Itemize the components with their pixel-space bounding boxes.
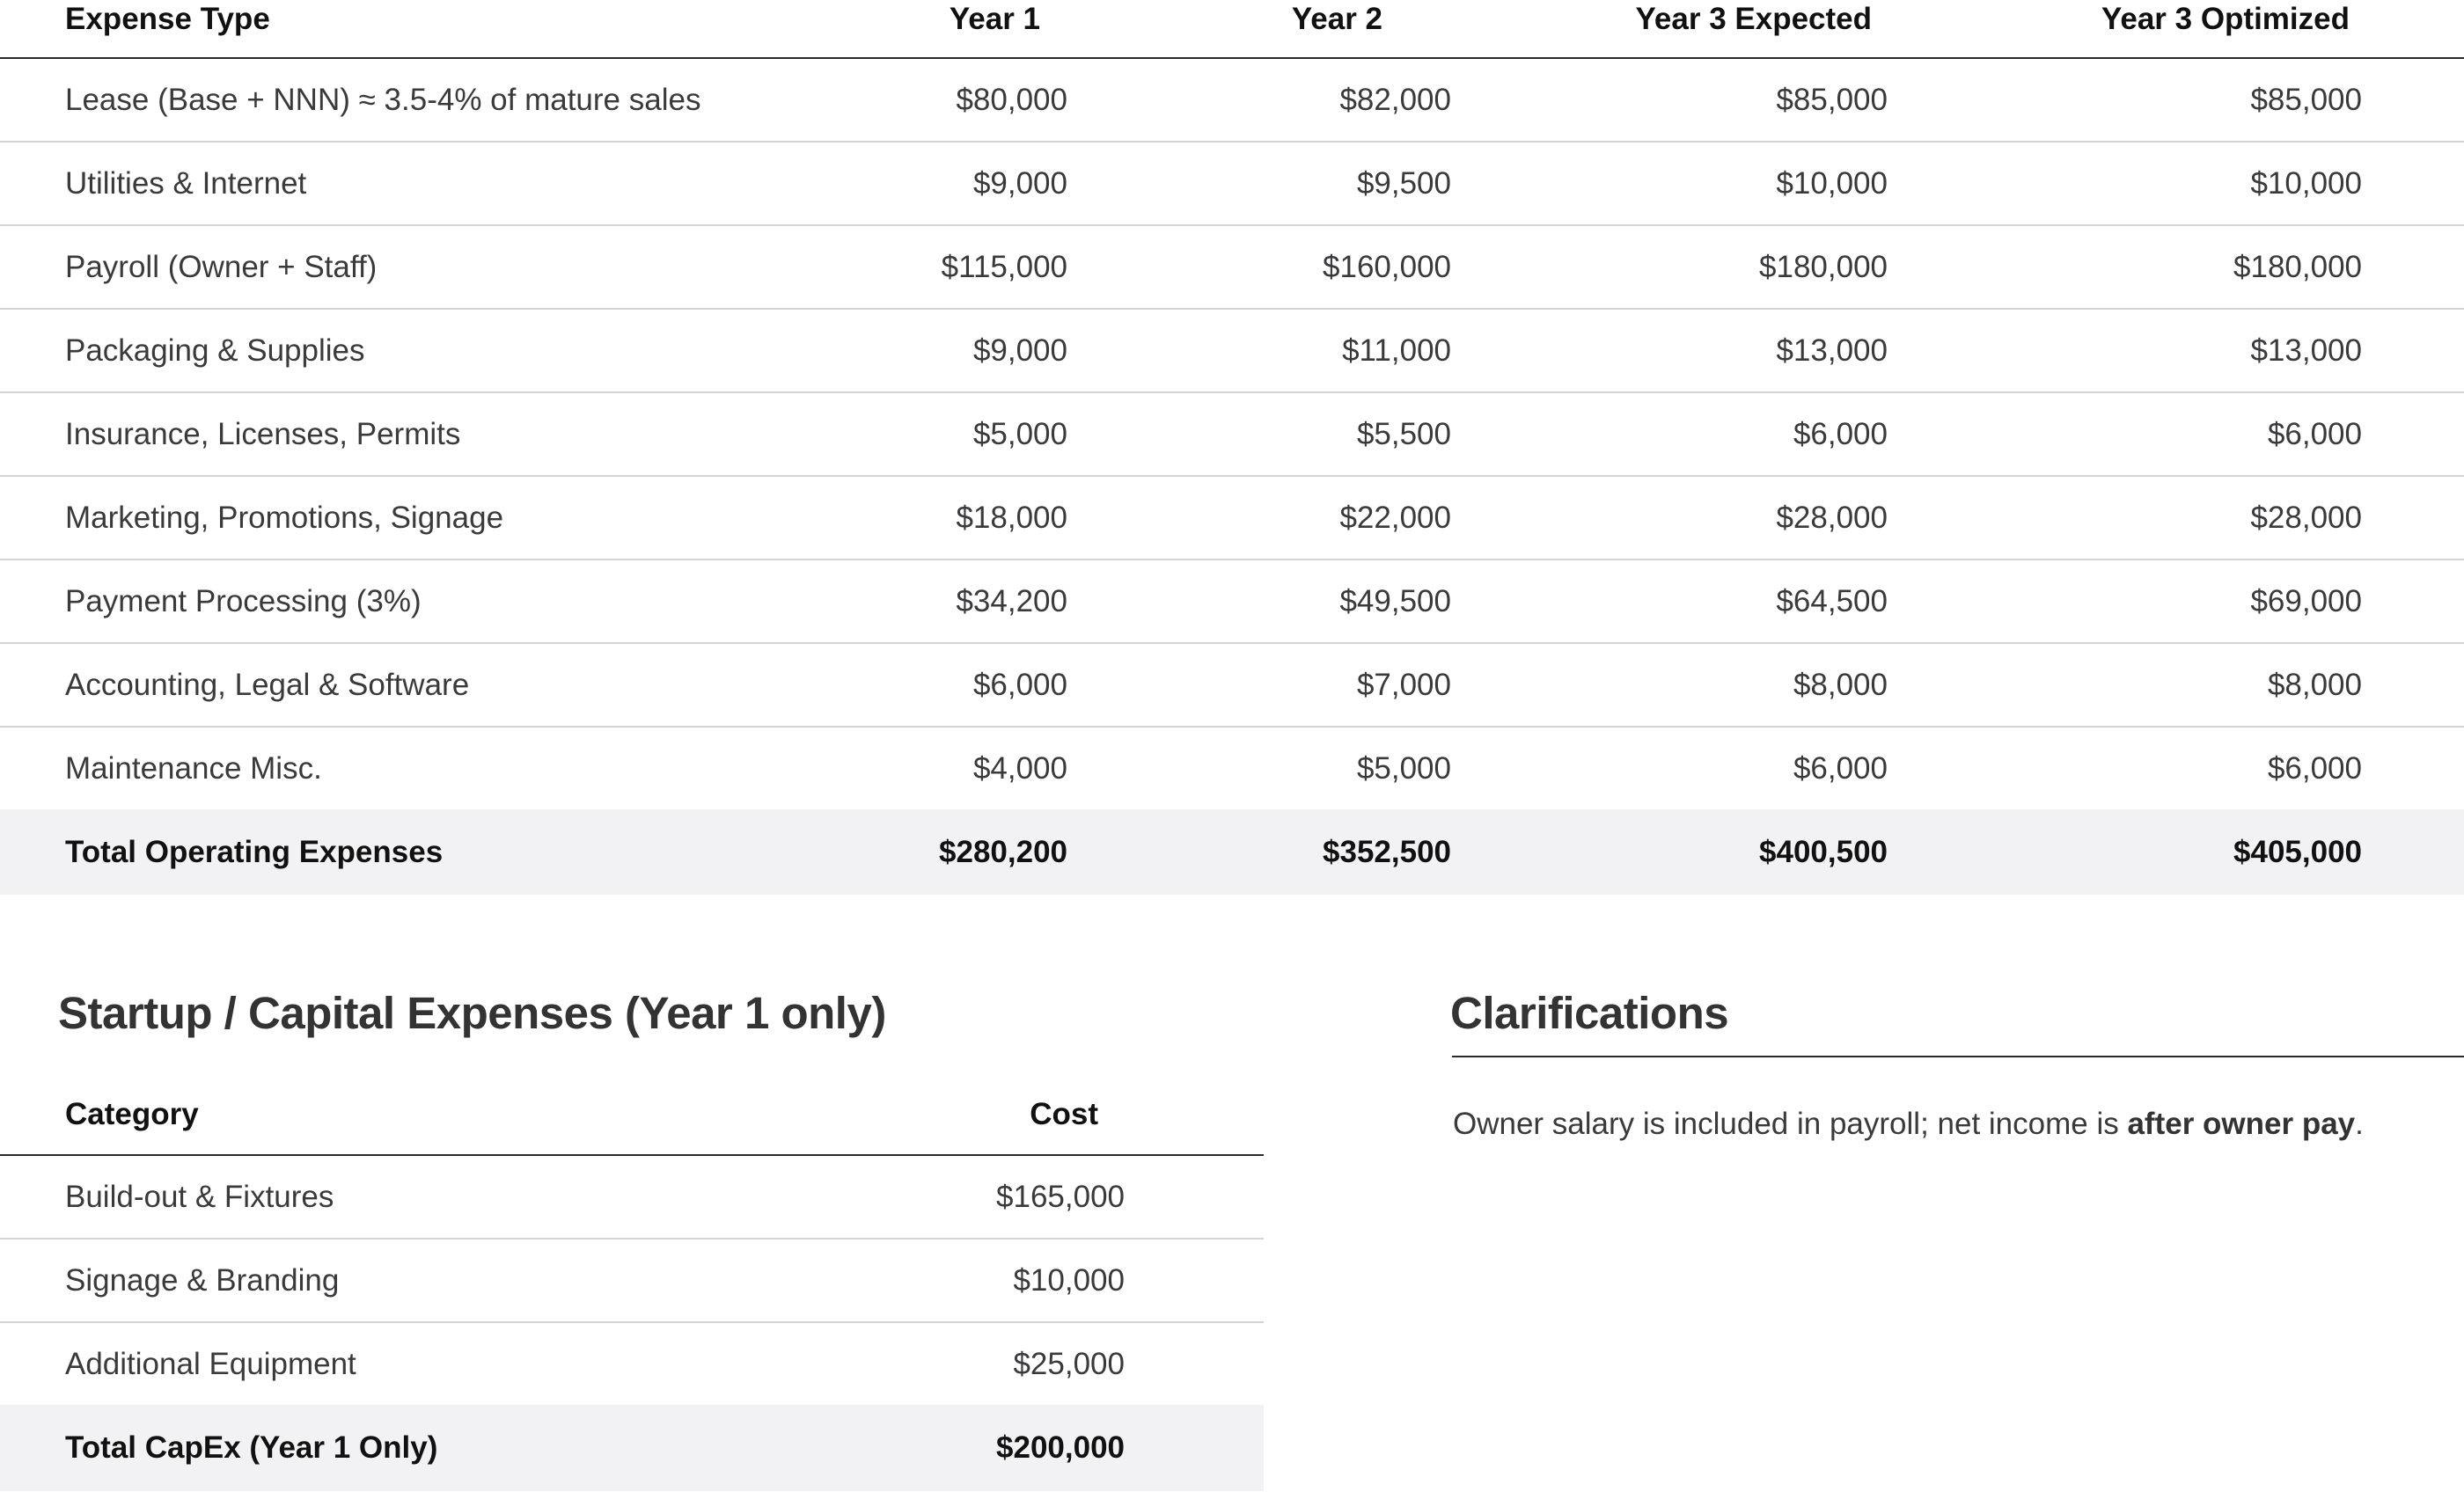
year-3-expected-value: $13,000 [1451, 309, 1888, 392]
capex-total-cost: $200,000 [792, 1405, 1264, 1491]
capex-row [0, 1239, 1264, 1322]
year-3-optimized-value: $10,000 [1888, 142, 2362, 225]
header-year-2: Year 2 [1067, 0, 1451, 58]
year-2-value: $160,000 [1067, 225, 1451, 309]
total-year-3-optimized: $405,000 [1888, 809, 2362, 895]
header-year-3-optimized: Year 3 Optimized [1888, 0, 2362, 58]
year-3-optimized-value: $6,000 [1888, 392, 2362, 476]
expense-name: Maintenance Misc. [65, 750, 322, 786]
year-3-optimized-value: $69,000 [1888, 560, 2362, 643]
row-spacer [2362, 58, 2464, 142]
total-year-1: $280,200 [792, 809, 1067, 895]
capex-category: Build-out & Fixtures [0, 1155, 792, 1239]
opex-row [0, 142, 2464, 225]
row-spacer [2362, 142, 2464, 225]
year-1-value: $6,000 [792, 643, 1067, 727]
opex-header-row [0, 0, 2464, 58]
year-2-value: $11,000 [1067, 309, 1451, 392]
opex-row [0, 727, 2464, 809]
capex-header-row [0, 1075, 1264, 1155]
year-3-expected-value: $85,000 [1451, 58, 1888, 142]
year-2-value: $7,000 [1067, 643, 1451, 727]
year-1-value: $4,000 [972, 750, 1067, 786]
opex-row [0, 309, 2464, 392]
year-1-value: $9,000 [792, 142, 1067, 225]
total-year-2: $352,500 [1067, 809, 1451, 895]
opex-row [0, 392, 2464, 476]
year-1-value: $5,000 [792, 392, 1067, 476]
year-3-optimized-value: $13,000 [1888, 309, 2362, 392]
year-3-expected-value: $64,500 [1451, 560, 1888, 643]
header-expense-type: Expense Type [0, 0, 792, 58]
expense-name: Payment Processing (3%) [0, 560, 792, 643]
total-label: Total Operating Expenses [0, 809, 792, 895]
expense-name: Insurance, Licenses, Permits [0, 392, 792, 476]
clarifications-divider [1452, 1056, 2464, 1057]
capex-section-title: Startup / Capital Expenses (Year 1 only) [58, 988, 886, 1038]
year-1-value: $18,000 [792, 476, 1067, 560]
header-year-1: Year 1 [792, 0, 1067, 58]
opex-row [0, 58, 2464, 142]
row-spacer [2362, 727, 2464, 809]
year-3-expected-value: $10,000 [1451, 142, 1888, 225]
year-3-expected-value: $8,000 [1451, 643, 1888, 727]
clarifications-text-suffix: . [2355, 1107, 2364, 1141]
year-3-optimized-value: $28,000 [1888, 476, 2362, 560]
capex-total-label: Total CapEx (Year 1 Only) [0, 1405, 792, 1491]
expense-name: Payroll (Owner + Staff) [0, 225, 792, 309]
opex-total-row [0, 809, 2464, 895]
year-1-value: $9,000 [792, 309, 1067, 392]
capex-row [0, 1322, 1264, 1405]
opex-row [0, 476, 2464, 560]
clarifications-text-prefix: Owner salary is included in payroll; net income is [1453, 1107, 2128, 1141]
row-spacer [2362, 560, 2464, 643]
year-2-value: $82,000 [1067, 58, 1451, 142]
row-spacer [2362, 643, 2464, 727]
capex-cost: $165,000 [792, 1155, 1264, 1239]
year-3-expected-value: $6,000 [1793, 750, 1888, 786]
year-2-value: $49,500 [1067, 560, 1451, 643]
total-spacer [2362, 809, 2464, 895]
capex-total-row [0, 1405, 1264, 1491]
row-spacer [2362, 225, 2464, 309]
year-3-expected-value: $6,000 [1451, 392, 1888, 476]
clarifications-title: Clarifications [1450, 988, 1729, 1038]
capex-cost: $10,000 [792, 1239, 1264, 1322]
row-spacer [2362, 476, 2464, 560]
year-3-optimized-value: $85,000 [1888, 58, 2362, 142]
year-3-optimized-value: $8,000 [1888, 643, 2362, 727]
capex-category: Signage & Branding [0, 1239, 792, 1322]
row-spacer [2362, 309, 2464, 392]
header-cost: Cost [792, 1075, 1264, 1155]
capex-cost: $25,000 [1013, 1346, 1125, 1381]
expense-name: Accounting, Legal & Software [0, 643, 792, 727]
opex-row [0, 225, 2464, 309]
clarifications-text-bold: after owner pay [2127, 1107, 2356, 1141]
header-category: Category [0, 1075, 792, 1155]
expense-name: Lease (Base + NNN) ≈ 3.5-4% of mature sales [0, 58, 792, 142]
capex-category: Additional Equipment [65, 1346, 356, 1381]
year-2-value: $22,000 [1067, 476, 1451, 560]
row-spacer [2362, 392, 2464, 476]
year-3-expected-value: $28,000 [1451, 476, 1888, 560]
year-3-optimized-value: $180,000 [1888, 225, 2362, 309]
year-2-value: $5,000 [1356, 750, 1451, 786]
expense-name: Marketing, Promotions, Signage [0, 476, 792, 560]
total-year-3-expected: $400,500 [1451, 809, 1888, 895]
header-spacer [2362, 0, 2464, 58]
year-3-optimized-value: $6,000 [2267, 750, 2362, 786]
header-year-3-expected: Year 3 Expected [1451, 0, 1888, 58]
year-1-value: $80,000 [792, 58, 1067, 142]
capex-table [0, 1075, 1264, 1491]
expense-name: Packaging & Supplies [0, 309, 792, 392]
opex-row [0, 560, 2464, 643]
opex-row [0, 643, 2464, 727]
year-1-value: $34,200 [792, 560, 1067, 643]
year-2-value: $9,500 [1067, 142, 1451, 225]
clarifications-text [1453, 1107, 2364, 1142]
year-2-value: $5,500 [1067, 392, 1451, 476]
year-1-value: $115,000 [792, 225, 1067, 309]
capex-row [0, 1155, 1264, 1239]
expense-name: Utilities & Internet [0, 142, 792, 225]
year-3-expected-value: $180,000 [1451, 225, 1888, 309]
